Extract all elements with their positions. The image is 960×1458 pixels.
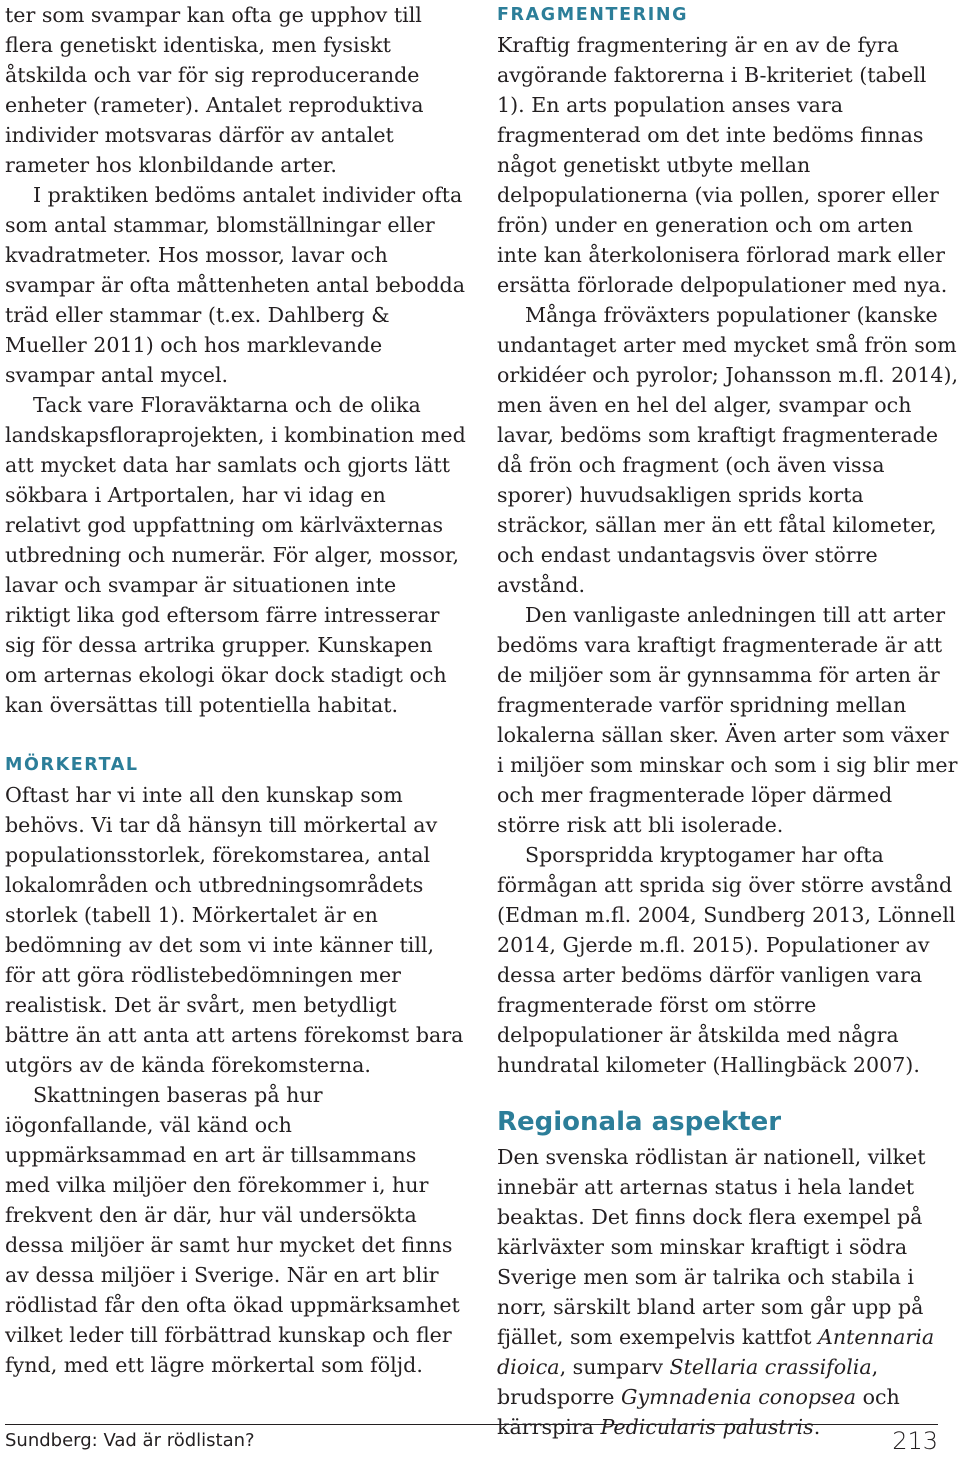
paragraph: Kraftig fragmentering är en av de fyra avgörande faktorerna i B-kriteriet (tabell 1). En arts population anses vara fragmenterad om det inte bedöms finnas något genetiskt utbyte mellan delpopulationerna (via pollen, sporer eller frön) under en generation och om arten inte kan återkolonisera förlorad mark eller ersätta förlorade delpopulationer med nya. xyxy=(497,33,948,297)
section-heading-regionala-aspekter: Regionala aspekter xyxy=(497,1107,782,1137)
paragraph: Oftast har vi inte all den kunskap som behövs. Vi tar då hänsyn till mörkertal av populationsstorlek, förekomstarea, antal lokalområden och utbredningsområdets storlek (tabell 1). Mörkertalet är en bedömning av det som vi inte känner till, för att göra rödlistebedömningen mer realistisk. Det är svårt, men betydligt bättre än att anta att artens förekomst bara utgörs av de kända förekomsterna. xyxy=(5,783,464,1077)
paragraph: ter som svampar kan ofta ge upphov till flera genetiskt identiska, men fysiskt åtskilda och var för sig reproducerande enheter (rameter). Antalet reproduktiva individer motsvaras därför av antalet rameter hos klonbildande arter. xyxy=(5,3,424,177)
paragraph: I praktiken bedöms antalet individer ofta som antal stammar, blomställningar eller kvadratmeter. Hos mossor, lavar och svampar är ofta måttenheten antal bebodda träd eller stammar (t.ex. Dahlberg & Mueller 2011) och hos marklevande svampar antal mycel. xyxy=(5,183,466,387)
separator: , sumparv xyxy=(559,1355,663,1379)
paragraph-regionala xyxy=(497,1142,959,1442)
paragraph: Skattningen baseras på hur iögonfallande, väl känd och uppmärksammad en art är tillsammans med vilka miljöer den förekommer i, hur frekvent den är där, hur väl undersökta dessa miljöer är samt hur mycket det finns av dessa miljöer i Sverige. När en art blir rödlistad får den ofta ökad uppmärksamhet vilket leder till förbättrad kunskap och fler fynd, med ett lägre mörkertal som följd. xyxy=(5,1083,460,1377)
page-number: 213 xyxy=(892,1427,938,1455)
subheading-fragmentering: FRAGMENTERING xyxy=(497,5,689,25)
separator: , brudsporre xyxy=(497,1355,879,1409)
species-name: Gymnadenia conopsea xyxy=(621,1385,857,1409)
subheading-morkertal: MÖRKERTAL xyxy=(5,755,139,775)
paragraph: Den vanligaste anledningen till att arter bedöms vara kraftigt fragmenterade är att de miljöer som är gynnsamma för arten är fragmenterade varför spridning mellan lokalerna sällan sker. Även arter som växer i miljöer som minskar och som i sig blir mer och mer fragmenterade löper därmed större risk att bli isolerade. xyxy=(497,603,958,837)
spacer xyxy=(5,720,467,750)
left-column xyxy=(5,0,467,1380)
species-name: Pedicularis palustris xyxy=(600,1415,814,1439)
paragraph: Tack vare Floraväktarna och de olika landskapsfloraprojekten, i kombination med att mycket data har samlats och gjorts lätt sökbara i Artportalen, har vi idag en relativt god uppfattning om kärlväxternas utbredning och numerär. För alger, mossor, lavar och svampar är situationen inte riktigt lika god eftersom färre intresserar sig för dessa artrika grupper. Kunskapen om arternas ekologi ökar dock stadigt och kan översättas till potentiella habitat. xyxy=(5,393,466,717)
page-footer xyxy=(5,1424,938,1456)
species-name: Antennaria dioica xyxy=(497,1325,935,1379)
running-title: Sundberg: Vad är rödlistan? xyxy=(5,1430,255,1451)
paragraph: Många fröväxters populationer (kanske undantaget arter med mycket små frön som orkidéer och pyrolor; Johansson m.fl. 2014), men även en hel del alger, svampar och lavar, bedöms som kraftigt fragmenterade då frön och fragment (och även vissa sporer) huvudsakligen sprids korta sträckor, sällan mer än ett fåtal kilometer, och endast undantagsvis över större avstånd. xyxy=(497,303,959,597)
paragraph: Sporspridda kryptogamer har ofta förmågan att sprida sig över större avstånd (Edman m.fl. 2004, Sundberg 2013, Lönnell 2014, Gjerde m.fl. 2015). Populationer av dessa arter bedöms därför vanligen vara fragmenterade först om större delpopulationer är åtskilda med några hundratal kilometer (Hallingbäck 2007). xyxy=(497,843,956,1077)
separator: och kärrspira xyxy=(497,1385,900,1439)
species-name: Stellaria crassifolia xyxy=(669,1355,872,1379)
right-column xyxy=(497,0,959,1442)
paragraph-text: Den svenska rödlistan är nationell, vilket innebär att arternas status i hela landet beaktas. Det finns dock flera exempel på kärlväxter som minskar kraftigt i södra Sverige men som är talrika och stabila i norr, särskilt bland arter som går upp på fjället, som exempelvis kattfot xyxy=(497,1145,926,1349)
separator: . xyxy=(813,1415,821,1439)
